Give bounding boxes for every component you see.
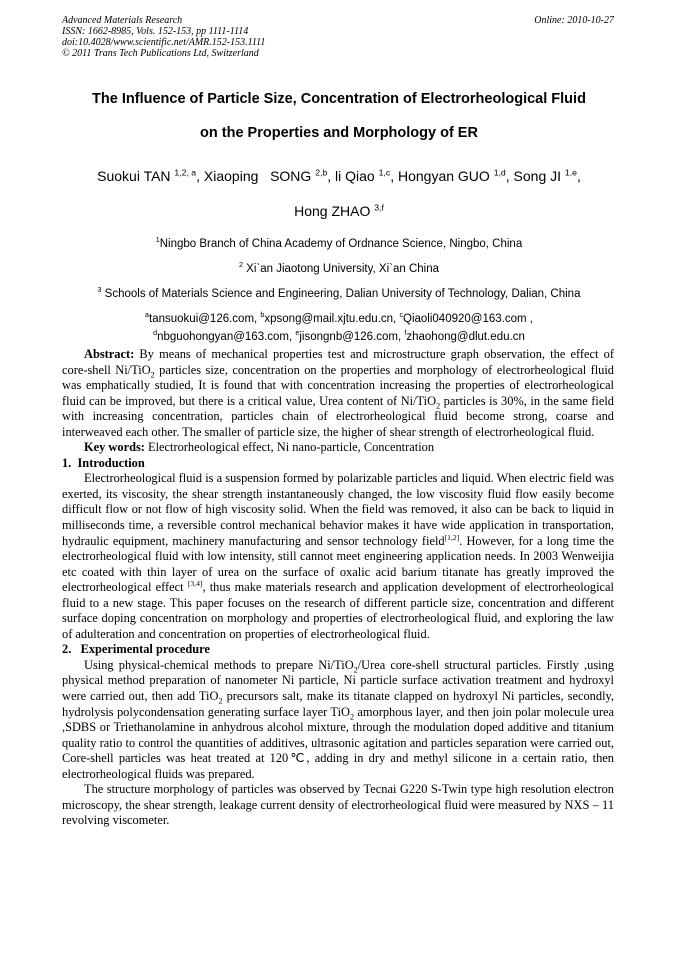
author-list <box>40 168 638 184</box>
online-date: Online: 2010-10-27 <box>534 15 614 26</box>
author-separator: , <box>390 168 398 184</box>
author-name: Hongyan GUO <box>397 168 490 184</box>
keywords-line <box>62 440 614 456</box>
email-mark: e <box>295 329 300 338</box>
author-name: Hong ZHAO <box>294 203 371 219</box>
email-address[interactable]: tansuokui@126.com, <box>149 313 261 325</box>
author-list-end: , <box>576 168 581 184</box>
email-mark: c <box>399 311 403 320</box>
author-affiliation-mark: 3,f <box>374 202 384 213</box>
section-heading-introduction: 1. Introduction <box>62 455 145 470</box>
author-affiliation-mark: 1,c <box>378 167 391 178</box>
running-header <box>62 15 265 59</box>
email-mark: a <box>145 311 150 320</box>
subscript: 2 <box>436 401 441 411</box>
affiliation-mark: 3 <box>97 286 102 295</box>
email-address[interactable]: Qiaoli040920@163.com , <box>403 313 533 325</box>
paper-title-line-1: The Influence of Particle Size, Concentration of Electrorheological Fluid <box>92 91 586 107</box>
author-affiliation-mark: 1,e <box>564 167 577 178</box>
email-address[interactable]: nbguohongyan@163.com, <box>157 331 296 343</box>
section-heading-experimental: 2. Experimental procedure <box>62 642 210 657</box>
author-name: Xiaoping SONG <box>203 168 312 184</box>
affiliation-text: Ningbo Branch of China Academy of Ordnance Science, Ningbo, China <box>159 238 523 250</box>
paragraph-text: , thus make materials research and application development of electrorheological fluid to a new stage. This paper focuses on the research of different particle size, concentration and different surface doping concentration on morphology and properties of electrorheological fluid, and exploring the law of adulteration and concentration on properties of electrorheological fluid. <box>62 580 615 641</box>
author-affiliation-mark: 1,d <box>493 167 506 178</box>
author-name: Suokui TAN <box>97 168 171 184</box>
keywords-text: Electrorheological effect, Ni nano-particle, Concentration <box>144 440 435 455</box>
abstract-label: Abstract: <box>84 347 135 361</box>
author-separator: , <box>196 168 204 184</box>
citation-ref[interactable]: [3,4] <box>187 579 203 589</box>
affiliation-3 <box>40 288 638 300</box>
journal-name: Advanced Materials Research <box>62 15 183 26</box>
author-separator: , <box>505 168 514 184</box>
abstract-paragraph <box>62 347 614 440</box>
paper-title-line-2: on the Properties and Morphology of ER <box>200 125 478 141</box>
author-name: li Qiao <box>335 168 375 184</box>
affiliation-1 <box>40 238 638 250</box>
keywords-label: Key words: <box>84 440 145 455</box>
paragraph-text: Electrorheological fluid is a suspension formed by polarizable particles and liquid. When electric field was exerted, its viscosity, the shear strength instantaneously changed, the low viscosity fluid flow easily become difficult flow or not flow of high viscosity solid. When the field was removed, it also can be back to liquid in milliseconds time, a reversible control mechanical behavior makes it have wide application in transportation, hydraulic equipment, machinery manufacturing and sensor technology field <box>62 471 614 548</box>
email-mark: b <box>260 311 265 320</box>
abstract-text: By means of mechanical properties test and microstructure graph observation, the effect of core-shell Ni/TiO <box>62 347 614 377</box>
author-affiliation-mark: 2,b <box>315 167 328 178</box>
subscript: 2 <box>218 696 223 706</box>
affiliation-text: Schools of Materials Science and Engineering, Dalian University of Technology, Dalian, China <box>104 288 581 300</box>
introduction-paragraph <box>62 471 614 642</box>
author-affiliation-mark: 1,2, a <box>174 167 197 178</box>
subscript: 2 <box>353 665 358 675</box>
affiliation-2 <box>40 263 638 275</box>
paragraph-text: amorphous layer, and then join polar molecule urea ,SDBS or Triethanolamine in anhydrous alcohol mixture, through the modulation doped additive and titanium quality ratio to control the quantities of additives, ultrasonic agitation and particles separation were carried out, Core-shell particles was heat treated at 120℃, adding in dry and methyl silicone in a certain ratio, then electrorheological fluids was prepared. <box>62 704 614 781</box>
subscript: 2 <box>349 712 354 722</box>
email-address[interactable]: zhaohong@dlut.edu.cn <box>406 331 525 343</box>
affiliation-mark: 1 <box>155 236 160 245</box>
email-line-1 <box>40 313 638 325</box>
doi-line: doi:10.4028/www.scientific.net/AMR.152-153.1111 <box>62 37 266 48</box>
abstract-text: particles is 30%, in the same field with increasing concentration, particles chain of electrorheological fluid become strong, coarse and interweaved each other. The smaller of particle size, the higher of shear strength of electrorheological fluid. <box>62 393 614 439</box>
email-address[interactable]: xpsong@mail.xjtu.edu.cn, <box>264 313 400 325</box>
email-line-2 <box>40 331 638 343</box>
abstract-text: particles size, concentration on the properties and morphology of electrorheological fluid was emphatically studied, It is found that with concentration increasing the properties of electrorheological fluid can be improved, but there is a critical value, Urea content of Ni/TiO <box>62 362 614 408</box>
subscript: 2 <box>150 370 155 380</box>
email-address[interactable]: jisongnb@126.com, <box>299 331 405 343</box>
affiliation-mark: 2 <box>239 261 243 270</box>
main-body <box>62 347 614 829</box>
copyright-line: © 2011 Trans Tech Publications Ltd, Switzerland <box>62 48 259 59</box>
author-separator: , <box>327 168 336 184</box>
author-list-line-2 <box>40 203 638 219</box>
affiliation-text: Xiˋan Jiaotong University, Xiˋan China <box>246 263 439 275</box>
author-name: Song JI <box>513 168 562 184</box>
experimental-paragraph-2: The structure morphology of particles was observed by Tecnai G220 S-Twin type high resolution electron microscopy, the shear strength, leakage current density of electrorheological fluid were measured by NXS – 11 revolving viscometer. <box>62 782 614 828</box>
email-mark: f <box>404 329 407 338</box>
paragraph-text: Using physical-chemical methods to prepare Ni/TiO <box>84 657 354 672</box>
experimental-paragraph-1 <box>62 658 614 782</box>
paragraph-text: precursors salt, make its titanate clapped on hydroxyl Ni particles, secondly, hydrolysis polycondensation generating surface layer TiO <box>62 689 615 719</box>
citation-ref[interactable]: [1,2] <box>444 532 460 542</box>
paragraph-text: . However, for a long time the electrorheological fluid with low intensity, still cannot meet engineering application needs. In 2003 Wenweijia etc coated with thin layer of urea on the surface of oxalic acid barium titanate has greatly improved the electrorheological effect <box>62 533 614 595</box>
paragraph-text: /Urea core-shell structural particles. Firstly ,using physical method preparation of nanometer Ni particle, Ni particle surface activation treatment and hydroxyl were carried out, then add TiO <box>62 657 614 704</box>
email-mark: d <box>153 329 158 338</box>
issn-line: ISSN: 1662-8985, Vols. 152-153, pp 1111-1114 <box>62 26 249 37</box>
